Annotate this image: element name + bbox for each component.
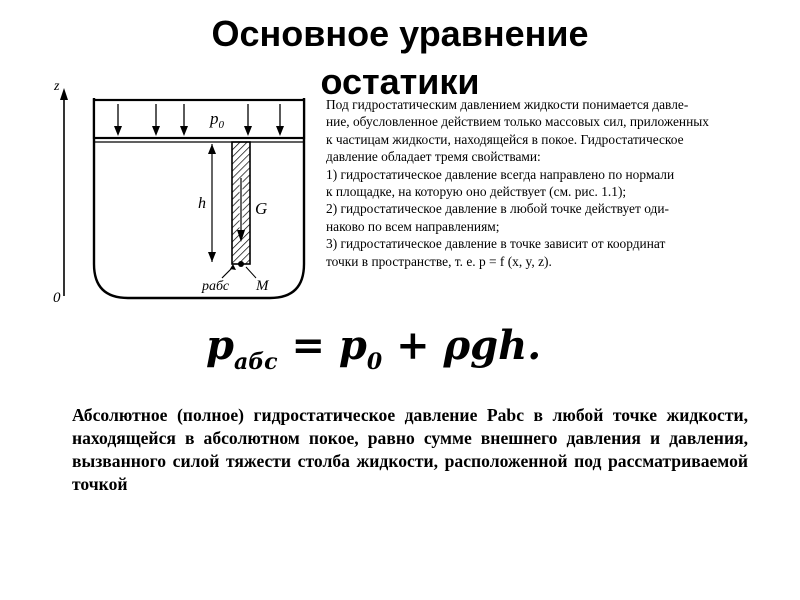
formula-lhs-sub: абс [233, 349, 278, 375]
caption-text: Абсолютное (полное) гидростатическое давление Рabc в любой точке жидкости, находящейся в абсолютном покое, равно сумме внешнего давления и давления, вызванного силой тяжести столба жидкости, расположенной под рассматриваемой точкой [72, 405, 748, 494]
formula-lhs: p [206, 322, 234, 369]
definition-line: 2) гидростатическое давление в любой точке действует оди- [326, 201, 669, 217]
z-axis-arrow-icon [60, 88, 68, 100]
definition-line: точки в пространстве, т. е. p = f (x, y, z). [326, 253, 552, 269]
definition-line: давление обладает тремя свойствами: [326, 149, 541, 165]
origin-label: 0 [53, 290, 61, 306]
definition-text [326, 96, 778, 270]
hydrostatic-formula [206, 318, 541, 390]
p0-label: $p_0$ [210, 109, 224, 131]
definition-line: 3) гидростатическое давление в точке зависит от координат [326, 236, 666, 252]
definition-line: наково по всем направлениям; [326, 218, 500, 234]
h-label: h [198, 195, 206, 212]
definition-line: ние, обусловленное действием только массовых сил, приложенных [326, 114, 709, 130]
point-m [238, 261, 244, 267]
definition-line: 1) гидростатическое давление всегда направлено по нормали [326, 166, 675, 182]
definition-line: Под гидростатическим давлением жидкости понимается давле- [326, 97, 689, 112]
title-line-2: остатики [320, 61, 480, 102]
formula-p0-sub: 0 [366, 349, 383, 375]
pabs-label: pабс [202, 279, 230, 294]
formula-rhs: + ρgh. [382, 322, 542, 369]
formula-eq: = p [277, 322, 367, 369]
z-axis-label: z [54, 79, 60, 94]
vessel-diagram [52, 68, 322, 308]
title-line-1: Основное уравнение [211, 13, 589, 54]
m-label: M [256, 278, 269, 294]
piston [94, 100, 304, 138]
g-label: G [255, 199, 268, 218]
definition-line: к площадке, на которую оно действует (см. рис. 1.1); [326, 184, 627, 200]
definition-line: к частицам жидкости, находящейся в покое. Гидростатическое [326, 131, 684, 147]
